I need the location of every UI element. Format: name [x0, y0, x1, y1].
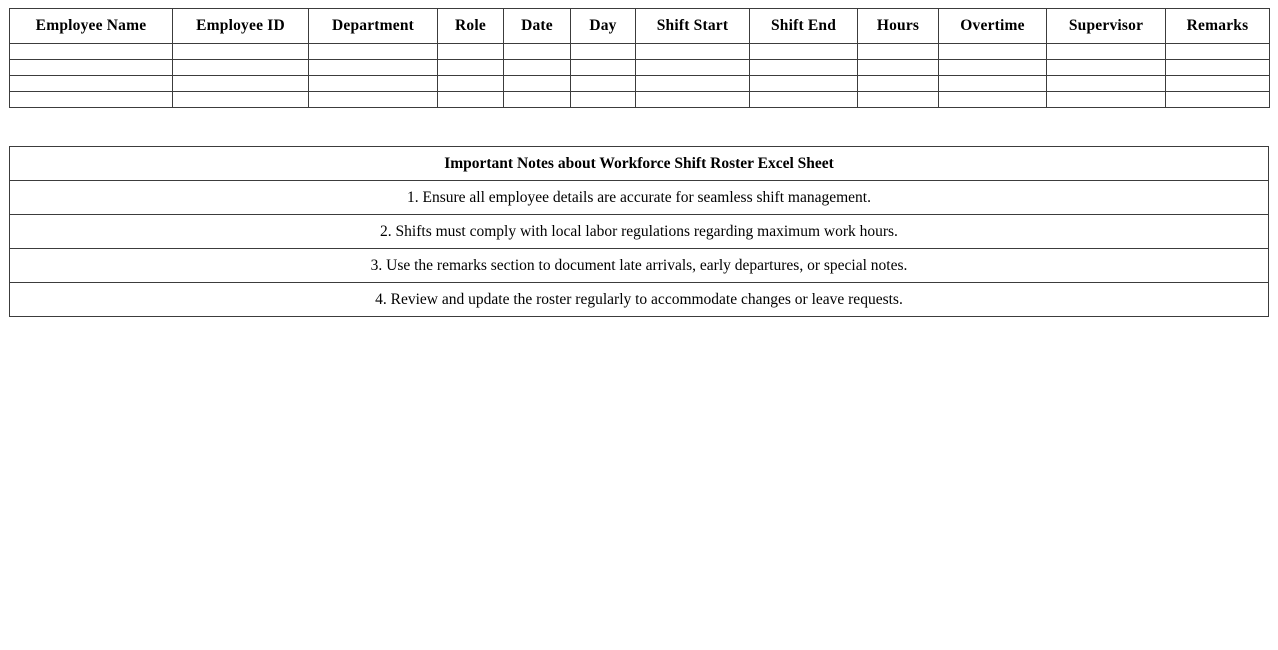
table-cell-hours[interactable] — [858, 44, 939, 60]
table-cell-supervisor[interactable] — [1047, 76, 1166, 92]
table-cell-overtime[interactable] — [939, 60, 1047, 76]
table-cell-shift-start[interactable] — [636, 92, 750, 108]
roster-table-container — [9, 8, 1269, 108]
table-cell-hours[interactable] — [858, 60, 939, 76]
table-cell-remarks[interactable] — [1166, 44, 1270, 60]
table-cell-overtime[interactable] — [939, 76, 1047, 92]
column-header-date[interactable]: Date — [504, 9, 571, 44]
column-header-overtime[interactable]: Overtime — [939, 9, 1047, 44]
roster-table-body — [10, 44, 1270, 108]
note-row — [10, 181, 1269, 215]
table-cell-shift-start[interactable] — [636, 60, 750, 76]
table-cell-employee-name[interactable] — [10, 76, 173, 92]
notes-table-body — [10, 147, 1269, 317]
table-cell-hours[interactable] — [858, 92, 939, 108]
note-item-1: 1. Ensure all employee details are accurate for seamless shift management. — [10, 181, 1269, 215]
table-cell-supervisor[interactable] — [1047, 60, 1166, 76]
table-cell-shift-end[interactable] — [750, 60, 858, 76]
note-item-4: 4. Review and update the roster regularly to accommodate changes or leave requests. — [10, 283, 1269, 317]
table-cell-supervisor[interactable] — [1047, 44, 1166, 60]
table-cell-shift-start[interactable] — [636, 76, 750, 92]
table-row[interactable] — [10, 92, 1270, 108]
notes-table-container — [9, 146, 1269, 317]
table-cell-employee-id[interactable] — [173, 60, 309, 76]
table-cell-remarks[interactable] — [1166, 60, 1270, 76]
table-cell-day[interactable] — [571, 60, 636, 76]
column-header-shift-end[interactable]: Shift End — [750, 9, 858, 44]
table-cell-day[interactable] — [571, 76, 636, 92]
table-cell-role[interactable] — [438, 60, 504, 76]
note-row — [10, 283, 1269, 317]
table-cell-supervisor[interactable] — [1047, 92, 1166, 108]
note-item-3: 3. Use the remarks section to document late arrivals, early departures, or special notes. — [10, 249, 1269, 283]
column-header-day[interactable]: Day — [571, 9, 636, 44]
table-cell-department[interactable] — [309, 44, 438, 60]
table-cell-department[interactable] — [309, 92, 438, 108]
table-cell-employee-id[interactable] — [173, 44, 309, 60]
column-header-employee-id[interactable]: Employee ID — [173, 9, 309, 44]
table-row[interactable] — [10, 44, 1270, 60]
table-cell-overtime[interactable] — [939, 44, 1047, 60]
note-row — [10, 249, 1269, 283]
important-notes-table — [9, 146, 1269, 317]
table-cell-role[interactable] — [438, 76, 504, 92]
table-cell-shift-end[interactable] — [750, 76, 858, 92]
note-row — [10, 215, 1269, 249]
table-cell-remarks[interactable] — [1166, 92, 1270, 108]
table-cell-department[interactable] — [309, 60, 438, 76]
note-item-2: 2. Shifts must comply with local labor regulations regarding maximum work hours. — [10, 215, 1269, 249]
table-cell-role[interactable] — [438, 92, 504, 108]
roster-table-header — [10, 9, 1270, 44]
table-cell-date[interactable] — [504, 44, 571, 60]
table-cell-employee-id[interactable] — [173, 76, 309, 92]
table-cell-date[interactable] — [504, 92, 571, 108]
table-cell-hours[interactable] — [858, 76, 939, 92]
table-cell-overtime[interactable] — [939, 92, 1047, 108]
table-cell-department[interactable] — [309, 76, 438, 92]
table-cell-day[interactable] — [571, 92, 636, 108]
table-cell-shift-end[interactable] — [750, 92, 858, 108]
table-cell-employee-name[interactable] — [10, 44, 173, 60]
table-cell-date[interactable] — [504, 76, 571, 92]
notes-title-row — [10, 147, 1269, 181]
table-cell-day[interactable] — [571, 44, 636, 60]
column-header-employee-name[interactable]: Employee Name — [10, 9, 173, 44]
table-row[interactable] — [10, 60, 1270, 76]
table-cell-role[interactable] — [438, 44, 504, 60]
column-header-remarks[interactable]: Remarks — [1166, 9, 1270, 44]
column-header-hours[interactable]: Hours — [858, 9, 939, 44]
table-cell-shift-end[interactable] — [750, 44, 858, 60]
table-cell-remarks[interactable] — [1166, 76, 1270, 92]
roster-header-row — [10, 9, 1270, 44]
column-header-supervisor[interactable]: Supervisor — [1047, 9, 1166, 44]
column-header-department[interactable]: Department — [309, 9, 438, 44]
table-cell-employee-id[interactable] — [173, 92, 309, 108]
table-cell-date[interactable] — [504, 60, 571, 76]
notes-title: Important Notes about Workforce Shift Roster Excel Sheet — [10, 147, 1269, 181]
column-header-role[interactable]: Role — [438, 9, 504, 44]
table-cell-employee-name[interactable] — [10, 92, 173, 108]
column-header-shift-start[interactable]: Shift Start — [636, 9, 750, 44]
table-cell-shift-start[interactable] — [636, 44, 750, 60]
table-cell-employee-name[interactable] — [10, 60, 173, 76]
table-row[interactable] — [10, 76, 1270, 92]
workforce-shift-roster-table[interactable] — [9, 8, 1270, 108]
